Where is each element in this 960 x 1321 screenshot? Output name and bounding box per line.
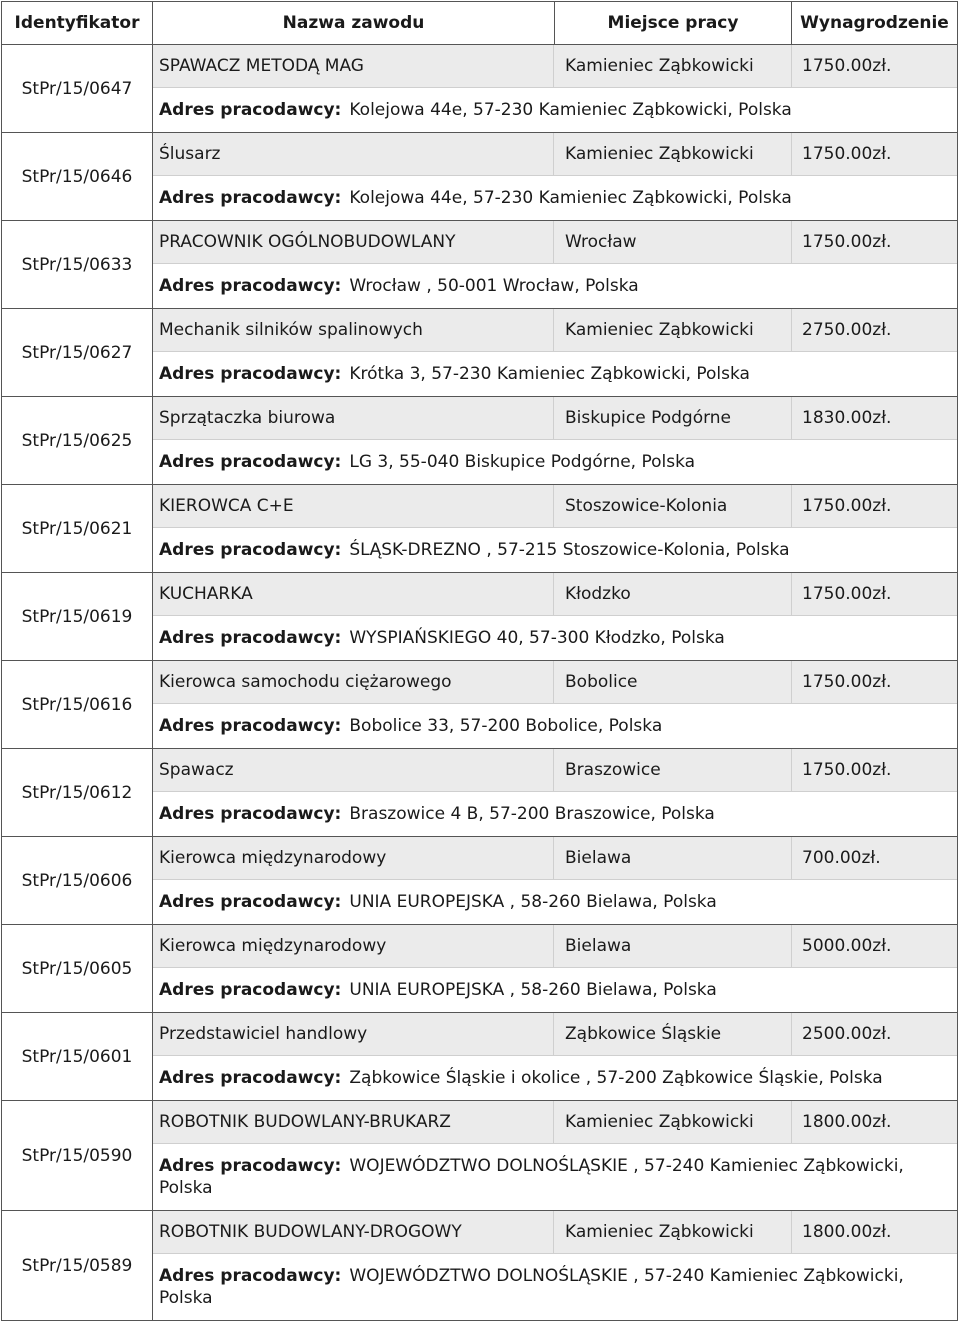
employer-address: Bobolice 33, 57-200 Bobolice, Polska — [349, 716, 663, 736]
address-label: Adres pracodawcy: — [159, 804, 342, 824]
employer-address-line — [153, 1254, 957, 1320]
employer-address-text — [159, 803, 715, 825]
employer-address: WOJEWÓDZTWO DOLNOŚLĄSKIE , 57-240 Kamieniec Ząbkowicki, Polska — [159, 1156, 904, 1198]
workplace: Kamieniec Ząbkowicki — [554, 309, 792, 351]
job-name: Kierowca samochodu ciężarowego — [153, 661, 554, 703]
job-name: Ślusarz — [153, 133, 554, 175]
employer-address-line — [153, 440, 957, 484]
address-label: Adres pracodawcy: — [159, 628, 342, 648]
employer-address-text — [159, 451, 695, 473]
offer-details — [153, 309, 957, 396]
offer-identifier: StPr/15/0646 — [2, 133, 153, 220]
table-row — [1, 221, 958, 309]
job-name: Kierowca międzynarodowy — [153, 925, 554, 967]
employer-address: Braszowice 4 B, 57-200 Braszowice, Polska — [349, 804, 715, 824]
table-row — [1, 925, 958, 1013]
workplace: Bielawa — [554, 925, 792, 967]
offer-identifier: StPr/15/0625 — [2, 397, 153, 484]
address-label: Adres pracodawcy: — [159, 364, 342, 384]
employer-address-text — [159, 715, 662, 737]
offer-summary-line — [153, 837, 957, 880]
workplace: Kamieniec Ząbkowicki — [554, 1211, 792, 1253]
salary: 1800.00zł. — [802, 1222, 892, 1242]
salary: 2750.00zł. — [802, 320, 892, 340]
table-row — [1, 1013, 958, 1101]
header-identifier: Identyfikator — [2, 2, 153, 44]
employer-address-line — [153, 704, 957, 748]
employer-address-text — [159, 1265, 951, 1309]
employer-address-line — [153, 176, 957, 220]
salary: 1750.00zł. — [802, 496, 892, 516]
offer-identifier: StPr/15/0589 — [2, 1211, 153, 1320]
salary: 1830.00zł. — [802, 408, 892, 428]
salary: 1750.00zł. — [802, 584, 892, 604]
employer-address: WOJEWÓDZTWO DOLNOŚLĄSKIE , 57-240 Kamieniec Ząbkowicki, Polska — [159, 1266, 904, 1308]
address-label: Adres pracodawcy: — [159, 892, 342, 912]
address-label: Adres pracodawcy: — [159, 276, 342, 296]
offer-details — [153, 397, 957, 484]
offer-summary-line — [153, 221, 957, 264]
workplace: Bobolice — [554, 661, 792, 703]
address-label: Adres pracodawcy: — [159, 980, 342, 1000]
offer-identifier: StPr/15/0619 — [2, 573, 153, 660]
job-name: ROBOTNIK BUDOWLANY-DROGOWY — [153, 1211, 554, 1253]
address-label: Adres pracodawcy: — [159, 100, 342, 120]
employer-address-text — [159, 99, 792, 121]
job-name: Mechanik silników spalinowych — [153, 309, 554, 351]
offer-summary-line — [153, 1101, 957, 1144]
offer-identifier: StPr/15/0601 — [2, 1013, 153, 1100]
job-name: ROBOTNIK BUDOWLANY-BRUKARZ — [153, 1101, 554, 1143]
employer-address: ŚLĄSK-DREZNO , 57-215 Stoszowice-Kolonia, Polska — [349, 540, 790, 560]
offer-identifier: StPr/15/0621 — [2, 485, 153, 572]
address-label: Adres pracodawcy: — [159, 1068, 342, 1088]
workplace: Kamieniec Ząbkowicki — [554, 1101, 792, 1143]
address-label: Adres pracodawcy: — [159, 716, 342, 736]
offer-summary-line — [153, 133, 957, 176]
offer-summary-line — [153, 485, 957, 528]
table-header — [1, 1, 958, 45]
salary: 1750.00zł. — [802, 232, 892, 252]
job-name: Przedstawiciel handlowy — [153, 1013, 554, 1055]
offer-details — [153, 1211, 957, 1320]
offer-details — [153, 485, 957, 572]
header-workplace: Miejsce pracy — [555, 2, 792, 44]
employer-address: Kolejowa 44e, 57-230 Kamieniec Ząbkowicki, Polska — [349, 188, 792, 208]
employer-address: UNIA EUROPEJSKA , 58-260 Bielawa, Polska — [349, 892, 717, 912]
offer-identifier: StPr/15/0627 — [2, 309, 153, 396]
employer-address-line — [153, 616, 957, 660]
employer-address: Kolejowa 44e, 57-230 Kamieniec Ząbkowicki, Polska — [349, 100, 792, 120]
table-row — [1, 397, 958, 485]
employer-address-line — [153, 528, 957, 572]
workplace: Kamieniec Ząbkowicki — [554, 45, 792, 87]
workplace: Kłodzko — [554, 573, 792, 615]
employer-address-line — [153, 1056, 957, 1100]
table-row — [1, 573, 958, 661]
address-label: Adres pracodawcy: — [159, 540, 342, 560]
workplace: Biskupice Podgórne — [554, 397, 792, 439]
offer-identifier: StPr/15/0647 — [2, 45, 153, 132]
salary: 5000.00zł. — [802, 936, 892, 956]
offer-details — [153, 221, 957, 308]
workplace: Wrocław — [554, 221, 792, 263]
offer-summary-line — [153, 749, 957, 792]
offer-summary-line — [153, 309, 957, 352]
table-body — [1, 45, 958, 1321]
employer-address-line — [153, 352, 957, 396]
table-row — [1, 749, 958, 837]
employer-address-text — [159, 363, 750, 385]
employer-address-line — [153, 1144, 957, 1210]
employer-address-text — [159, 187, 792, 209]
workplace: Kamieniec Ząbkowicki — [554, 133, 792, 175]
offer-summary-line — [153, 661, 957, 704]
offer-summary-line — [153, 925, 957, 968]
salary: 1750.00zł. — [802, 672, 892, 692]
employer-address: Wrocław , 50-001 Wrocław, Polska — [349, 276, 639, 296]
workplace: Ząbkowice Śląskie — [554, 1013, 792, 1055]
job-offers-table — [1, 1, 958, 1321]
offer-identifier: StPr/15/0633 — [2, 221, 153, 308]
offer-details — [153, 1013, 957, 1100]
salary: 700.00zł. — [802, 848, 881, 868]
table-row — [1, 1101, 958, 1211]
offer-summary-line — [153, 45, 957, 88]
offer-details — [153, 573, 957, 660]
offer-identifier: StPr/15/0606 — [2, 837, 153, 924]
offer-identifier: StPr/15/0612 — [2, 749, 153, 836]
salary: 1750.00zł. — [802, 760, 892, 780]
employer-address-text — [159, 891, 717, 913]
workplace: Bielawa — [554, 837, 792, 879]
job-name: Spawacz — [153, 749, 554, 791]
employer-address: WYSPIAŃSKIEGO 40, 57-300 Kłodzko, Polska — [349, 628, 725, 648]
employer-address: Ząbkowice Śląskie i okolice , 57-200 Ząbkowice Śląskie, Polska — [349, 1068, 883, 1088]
employer-address: LG 3, 55-040 Biskupice Podgórne, Polska — [349, 452, 696, 472]
employer-address-line — [153, 88, 957, 132]
employer-address-text — [159, 1155, 951, 1199]
employer-address-text — [159, 979, 717, 1001]
offer-identifier: StPr/15/0605 — [2, 925, 153, 1012]
job-name: KIEROWCA C+E — [153, 485, 554, 527]
table-row — [1, 309, 958, 397]
salary: 1750.00zł. — [802, 56, 892, 76]
offer-summary-line — [153, 397, 957, 440]
table-row — [1, 485, 958, 573]
salary: 1750.00zł. — [802, 144, 892, 164]
offer-details — [153, 749, 957, 836]
salary: 2500.00zł. — [802, 1024, 892, 1044]
table-row — [1, 661, 958, 749]
employer-address-text — [159, 1067, 883, 1089]
table-row — [1, 133, 958, 221]
offer-details — [153, 1101, 957, 1210]
table-row — [1, 1211, 958, 1321]
offer-details — [153, 45, 957, 132]
job-name: PRACOWNIK OGÓLNOBUDOWLANY — [153, 221, 554, 263]
offer-summary-line — [153, 1013, 957, 1056]
employer-address-line — [153, 968, 957, 1012]
job-name: Sprzątaczka biurowa — [153, 397, 554, 439]
employer-address-line — [153, 880, 957, 924]
employer-address: UNIA EUROPEJSKA , 58-260 Bielawa, Polska — [349, 980, 717, 1000]
table-row — [1, 45, 958, 133]
employer-address-line — [153, 792, 957, 836]
offer-identifier: StPr/15/0590 — [2, 1101, 153, 1210]
employer-address-text — [159, 539, 790, 561]
offer-details — [153, 661, 957, 748]
job-name: SPAWACZ METODĄ MAG — [153, 45, 554, 87]
address-label: Adres pracodawcy: — [159, 188, 342, 208]
address-label: Adres pracodawcy: — [159, 1156, 342, 1176]
workplace: Stoszowice-Kolonia — [554, 485, 792, 527]
offer-summary-line — [153, 1211, 957, 1254]
salary: 1800.00zł. — [802, 1112, 892, 1132]
employer-address-text — [159, 275, 639, 297]
employer-address-text — [159, 627, 725, 649]
job-name: Kierowca międzynarodowy — [153, 837, 554, 879]
offer-details — [153, 133, 957, 220]
employer-address-line — [153, 264, 957, 308]
header-salary: Wynagrodzenie — [800, 13, 949, 33]
header-job-name: Nazwa zawodu — [153, 2, 555, 44]
employer-address: Krótka 3, 57-230 Kamieniec Ząbkowicki, Polska — [349, 364, 750, 384]
offer-summary-line — [153, 573, 957, 616]
offer-details — [153, 837, 957, 924]
table-row — [1, 837, 958, 925]
workplace: Braszowice — [554, 749, 792, 791]
offer-identifier: StPr/15/0616 — [2, 661, 153, 748]
offer-details — [153, 925, 957, 1012]
address-label: Adres pracodawcy: — [159, 452, 342, 472]
address-label: Adres pracodawcy: — [159, 1266, 342, 1286]
job-name: KUCHARKA — [153, 573, 554, 615]
